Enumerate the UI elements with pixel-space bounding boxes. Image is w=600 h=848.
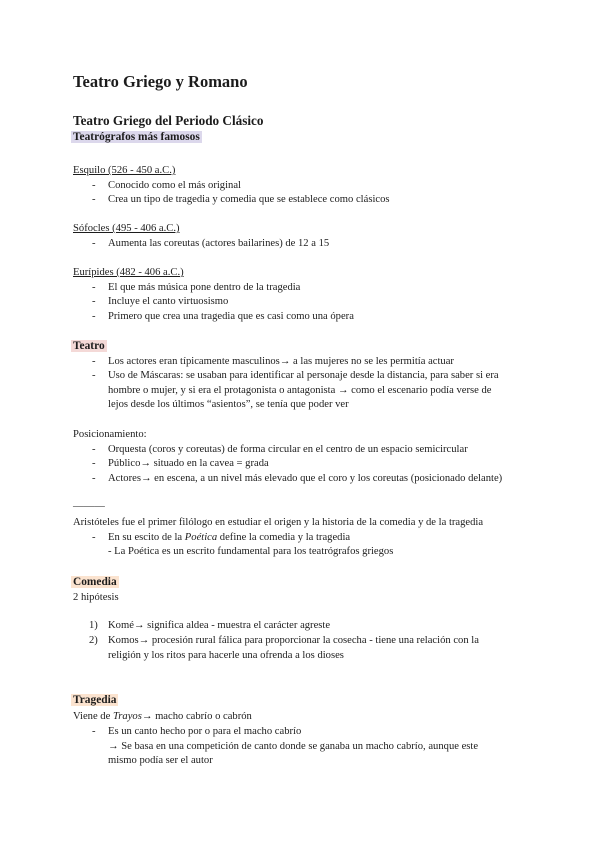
poetica-pre: En su escito de la [108, 532, 185, 543]
bullet-dash: - [92, 444, 96, 455]
list-item: Los actores eran típicamente masculinos→ a las mujeres no se les permitía actuar [108, 356, 454, 367]
list-item: Actores→ en escena, a un nivel más elevado que el coro y los coreutas (posicionado delante) [108, 473, 503, 484]
bullet-dash: - [92, 370, 96, 381]
bullet-dash: - [92, 282, 96, 293]
list-item: Público→ situado en la cavea = grada [108, 458, 269, 469]
bullet-dash: - [92, 311, 96, 322]
tragedia-intro-italic: Trayos [112, 711, 142, 722]
list-number: 2) [89, 635, 98, 646]
list-item-line: Uso de Máscaras: se usaban para identificar al personaje desde la distancia, para saber si era [108, 370, 499, 381]
list-item-poetica [108, 531, 350, 545]
bullet-dash: - [92, 726, 96, 737]
separator: ——— [73, 501, 105, 512]
list-item-line: lejos desde los últimos “asientos”, se tenía que poder ver [108, 399, 349, 410]
bullet-dash: - [92, 180, 96, 191]
list-item: El que más música pone dentro de la tragedia [108, 282, 301, 293]
list-item: Conocido como el más original [108, 180, 241, 191]
bullet-dash: - [92, 194, 96, 205]
list-item: Primero que crea una tragedia que es casi como una ópera [108, 311, 354, 322]
list-item: Orquesta (coros y coreutas) de forma circular en el centro de un espacio semicircular [108, 444, 468, 455]
list-item: Aumenta las coreutas (actores bailarines) de 12 a 15 [108, 238, 330, 249]
bullet-dash: - [92, 473, 96, 484]
bullet-dash: - [92, 532, 96, 543]
list-item-line: religión y los ritos para hacerle una ofrenda a los dioses [108, 650, 344, 661]
document-title: Teatro Griego y Romano [73, 72, 248, 91]
section-heading-comedia [73, 575, 119, 590]
section-heading-teatro-text: Teatro [73, 340, 105, 352]
poetica-post: define la comedia y la tragedia [217, 532, 351, 543]
section-heading-griego: Teatro Griego del Periodo Clásico [73, 113, 264, 128]
posicionamiento-label: Posicionamiento: [73, 429, 147, 440]
list-item: Komé→ significa aldea - muestra el carácter agreste [108, 620, 331, 631]
author-esquilo: Esquilo (526 - 450 a.C.) [73, 165, 176, 176]
list-number: 1) [89, 620, 98, 631]
aristoteles-paragraph: Aristóteles fue el primer filólogo en estudiar el origen y la historia de la comedia y de la tragedia [73, 517, 484, 528]
author-euripides: Eurípides (482 - 406 a.C.) [73, 267, 184, 278]
subheading-teatrografos-text: Teatrógrafos más famosos [73, 131, 200, 143]
poetica-note: - La Poética es un escrito fundamental para los teatrógrafos griegos [108, 546, 394, 557]
poetica-italic: Poética [184, 532, 218, 543]
list-item: Incluye el canto virtuosismo [108, 296, 229, 307]
section-heading-tragedia [73, 693, 118, 708]
bullet-dash: - [92, 296, 96, 307]
list-item-line: mismo podía ser el autor [108, 755, 213, 766]
list-item: Crea un tipo de tragedia y comedia que se establece como clásicos [108, 194, 390, 205]
section-heading-tragedia-text: Tragedia [73, 694, 117, 706]
author-sofocles: Sófocles (495 - 406 a.C.) [73, 223, 180, 234]
section-heading-teatro [73, 339, 107, 354]
list-item-line: → Se basa en una competición de canto donde se ganaba un macho cabrío, aunque este [108, 741, 479, 752]
tragedia-intro [73, 710, 252, 724]
list-item: Es un canto hecho por o para el macho cabrío [108, 726, 302, 737]
tragedia-intro-post: → macho cabrío o cabrón [141, 711, 252, 722]
section-heading-comedia-text: Comedia [73, 576, 117, 588]
bullet-dash: - [92, 356, 96, 367]
list-item-line: Komos→ procesión rural fálica para proporcionar la cosecha - tiene una relación con la [108, 635, 479, 646]
subheading-teatrografos [73, 130, 202, 145]
tragedia-intro-pre: Viene de [73, 711, 113, 722]
bullet-dash: - [92, 458, 96, 469]
bullet-dash: - [92, 238, 96, 249]
comedia-intro: 2 hipótesis [73, 592, 119, 603]
list-item-line: hombre o mujer, y si era el protagonista o antagonista → como el escenario podía verse de [108, 385, 492, 396]
